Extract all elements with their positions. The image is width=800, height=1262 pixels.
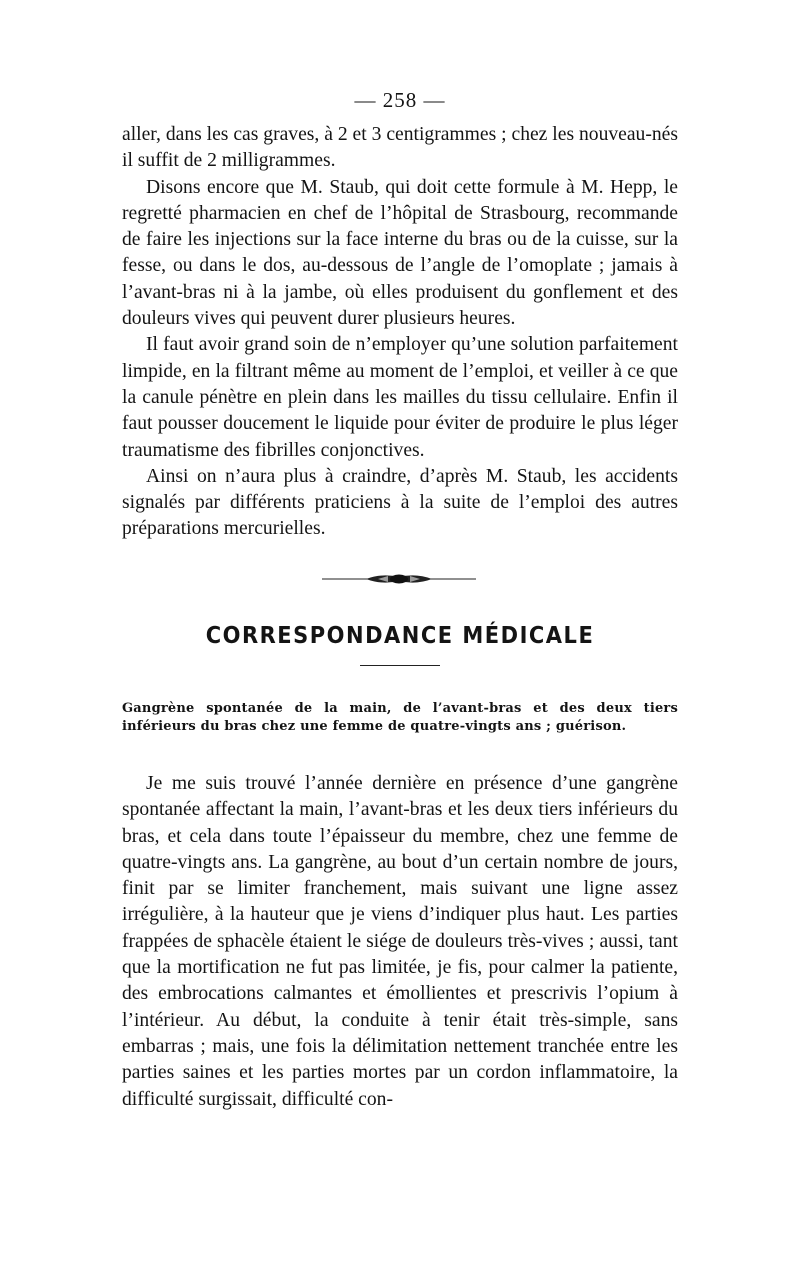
paragraph: Il faut avoir grand soin de n’employer qu’une solution parfaitement limpide, en la filtrant même au moment de l’emploi, et veiller à ce que la canule pénètre en plein dans les mailles du tissu cellulaire. Enfin il faut pousser doucement le liquide pour éviter de produire le plus léger traumatisme des fibrilles conjonctives. [122,334,678,461]
ornamental-separator-icon [322,572,476,586]
paragraph: Ainsi on n’aura plus à craindre, d’après M. Staub, les accidents signalés par différents praticiens à la suite de l’emploi des autres préparations mercurielles. [122,465,678,540]
body-text-top [122,122,678,543]
paragraph: Disons encore que M. Staub, qui doit cette formule à M. Hepp, le regretté pharmacien en chef de l’hôpital de Strasbourg, recommande de faire les injections sur la face interne du bras ou de la cuisse, sur la fesse, ou dans le dos, au-dessous de l’angle de l’omoplate ; jamais à l’avant-bras ni à la jambe, où elles produisent du gonflement et des douleurs vives qui peuvent durer plusieurs heures. [122,176,678,330]
paragraph: Je me suis trouvé l’année dernière en présence d’une gangrène spontanée affectant la main, l’avant-bras et les deux tiers inférieurs du bras, et cela dans toute l’épaisseur du membre, chez une femme de quatre-vingts ans. La gangrène, au bout d’un certain nombre de jours, finit par se limiter franchement, mais suivant une ligne assez irrégulière, à la hauteur que je viens d’indiquer plus haut. Les parties frappées de sphacèle étaient le siége de douleurs très-vives ; aussi, tant que la mortification ne fut pas limitée, je fis, pour calmer la patiente, des embrocations calmantes et émollientes et prescrivis l’opium à l’intérieur. Au début, la conduite à tenir était très-simple, sans embarras ; mais, une fois la délimitation nettement tranchée entre les parties saines et les parties mortes par un cordon inflammatoire, la difficulté surgissait, difficulté con- [122,773,678,1110]
title-underline-divider [360,665,440,666]
article-heading: Gangrène spontanée de la main, de l’avant-bras et des deux tiers inférieurs du bras chez une femme de quatre-vingts ans ; guérison. [122,701,678,734]
section-title: CORRESPONDANCE MÉDICALE [205,621,595,649]
body-text-bottom [122,771,678,1113]
paragraph-continuation: aller, dans les cas graves, à 2 et 3 centigrammes ; chez les nouveau-nés il suffit de 2 milligrammes. [122,124,678,172]
page-number: — 258 — [354,88,446,112]
